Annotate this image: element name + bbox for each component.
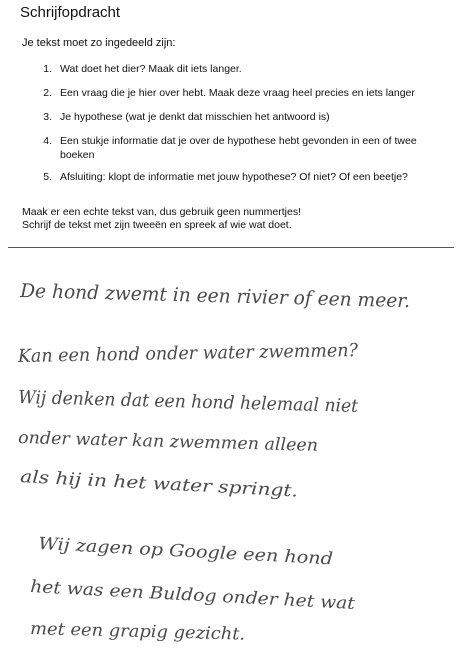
item-text: Een vraag die je hier over hebt. Maak deze vraag heel precies en iets langer — [60, 87, 415, 99]
handwritten-line: het was een Buldog onder het wat — [29, 577, 326, 613]
item-number: 1. — [43, 63, 52, 75]
handwritten-line: met een grapig gezicht. — [29, 619, 236, 645]
instruction-note: Maak er een echte tekst van, dus gebruik geen nummertjes! — [22, 206, 301, 218]
handwritten-line: onder water kan zwemmen alleen — [17, 428, 311, 456]
instruction-note: Schrijf de tekst met zijn tweeën en spreek af wie wat doet. — [22, 219, 292, 231]
item-number: 4. — [43, 135, 52, 147]
item-number: 5. — [43, 171, 52, 183]
item-text: Een stukje informatie dat je over de hypothese hebt gevonden in een of twee boeken — [60, 135, 417, 161]
page-title: Schrijfopdracht — [20, 4, 121, 21]
item-text: Wat doet het dier? Maak dit iets langer. — [60, 63, 242, 75]
item-number: 2. — [43, 87, 52, 99]
handwritten-line: Wij denken dat een hond helemaal niet — [17, 387, 376, 418]
handwritten-line: als hij in het water springt. — [19, 467, 255, 500]
item-number: 3. — [43, 111, 52, 123]
intro-text: Je tekst moet zo ingedeeld zijn: — [22, 37, 176, 49]
handwritten-line: Kan een hond onder water zwemmen? — [17, 339, 369, 367]
handwritten-line: Wij zagen op Google een hond — [37, 534, 300, 568]
item-text: Je hypothese (wat je denkt dat misschien het antwoord is) — [60, 111, 330, 123]
item-text: Afsluiting: klopt de informatie met jouw hypothese? Of niet? Of een beetje? — [60, 171, 408, 183]
handwritten-line: De hond zwemt in een rivier of een meer. — [19, 280, 419, 313]
